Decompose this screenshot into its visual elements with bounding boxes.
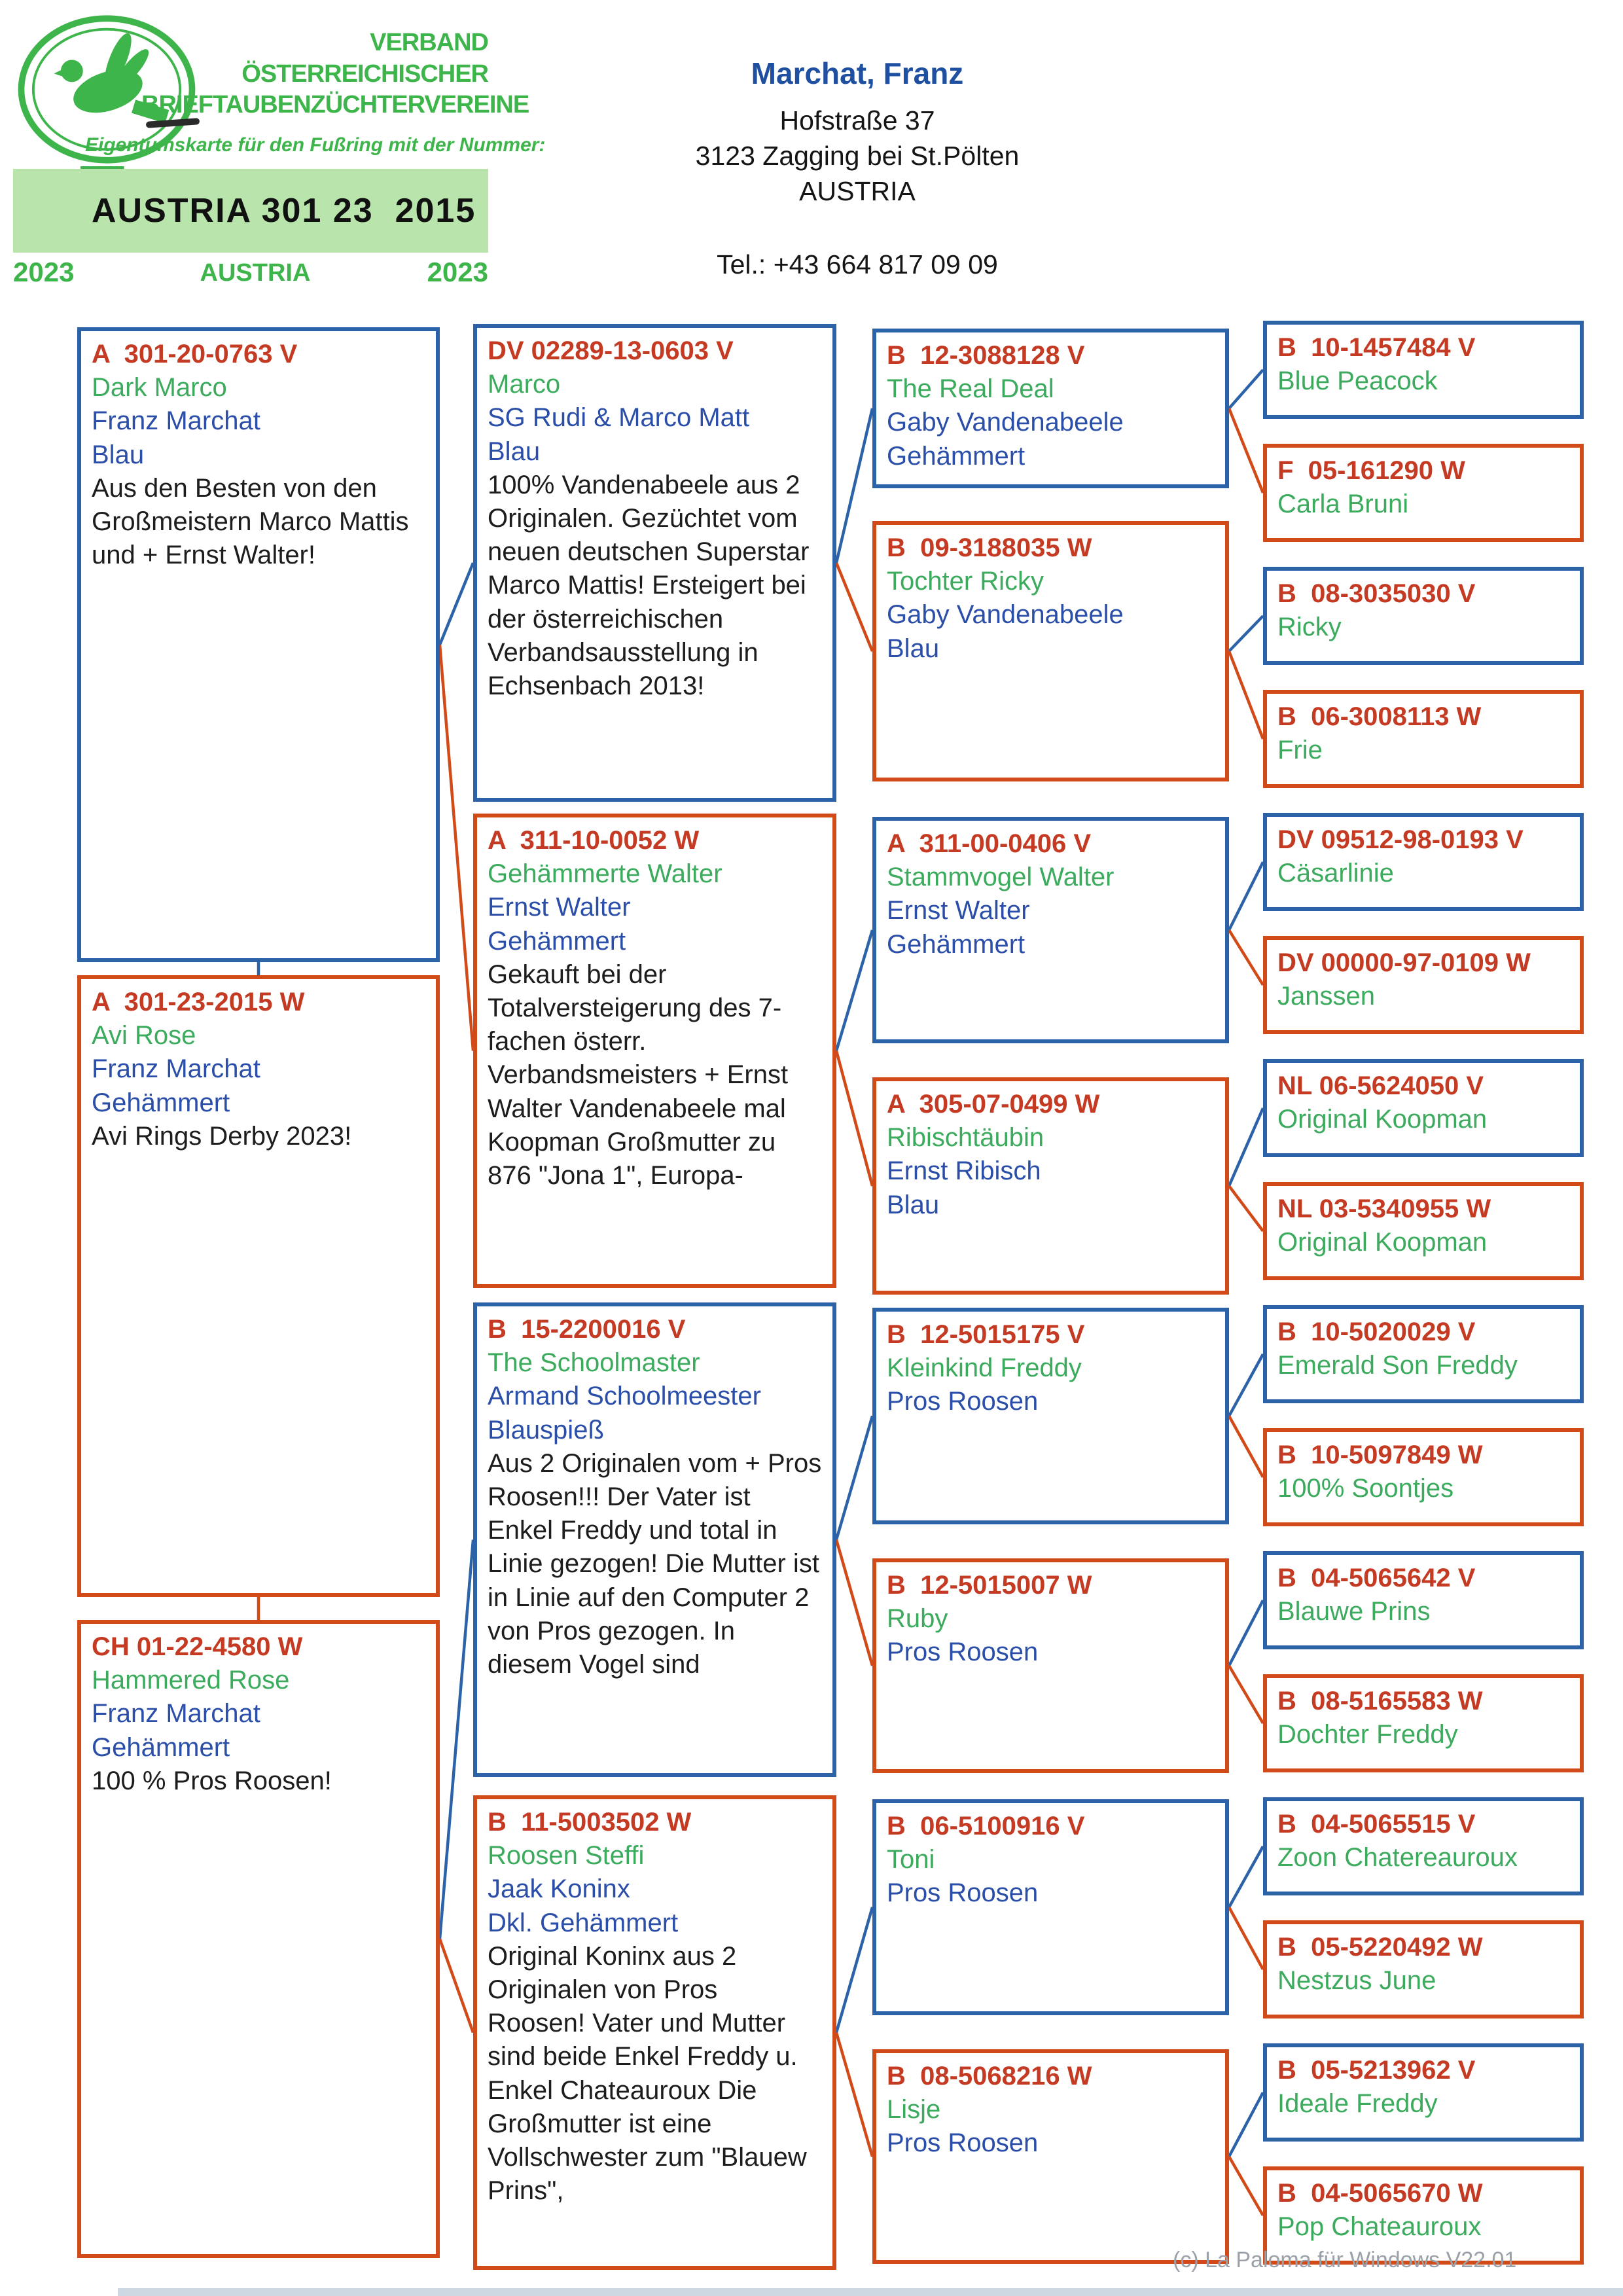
year-right: 2023 bbox=[427, 257, 488, 287]
ring-number: B 06-3008113 W bbox=[1277, 702, 1482, 731]
pigeon-name: Ricky bbox=[1277, 613, 1342, 642]
pedigree-box-gen2-2 bbox=[473, 814, 836, 1288]
fancier-name: Armand Schoolmeester bbox=[488, 1382, 761, 1411]
pigeon-name: Blue Peacock bbox=[1277, 367, 1438, 396]
ring-number: A 305-07-0499 W bbox=[887, 1090, 1100, 1119]
pigeon-name: Emerald Son Freddy bbox=[1277, 1351, 1518, 1380]
pigeon-name: Marco bbox=[488, 370, 561, 399]
association-name-line: VERBAND bbox=[370, 29, 488, 56]
ring-number: B 08-5068216 W bbox=[887, 2062, 1092, 2090]
color-description: Blau bbox=[887, 634, 940, 663]
comment-text: Gekauft bei der Totalversteigerung des 7-fachen österr. Verbandsmeisters + Ernst Walter Vandenabeele mal Koopman Großmutter zu 876 "Jona 1", Europa- bbox=[488, 960, 789, 1190]
color-description: Gehämmert bbox=[92, 1088, 230, 1117]
ring-number: B 10-1457484 V bbox=[1277, 333, 1476, 362]
pigeon-name: The Schoolmaster bbox=[488, 1348, 700, 1378]
pedigree-box-gen3-5 bbox=[872, 1308, 1229, 1524]
fancier-name: Ernst Walter bbox=[488, 893, 631, 922]
pedigree-box-gen3-7 bbox=[872, 1799, 1229, 2015]
ring-number: B 10-5020029 V bbox=[1277, 1318, 1476, 1346]
pigeon-name: The Real Deal bbox=[887, 374, 1054, 404]
pedigree-box-gen4-10 bbox=[1263, 1428, 1584, 1526]
pedigree-box-gen3-4 bbox=[872, 1077, 1229, 1295]
color-description: Blau bbox=[887, 1190, 940, 1219]
pigeon-name: Nestzus June bbox=[1277, 1966, 1436, 1996]
ring-number: B 05-5220492 W bbox=[1277, 1933, 1483, 1962]
pigeon-name: Dochter Freddy bbox=[1277, 1720, 1458, 1749]
fancier-name: Pros Roosen bbox=[887, 2128, 1039, 2158]
pedigree-box-gen4-1 bbox=[1263, 321, 1584, 419]
pigeon-name: Hammered Rose bbox=[92, 1666, 290, 1695]
ring-number: NL 06-5624050 V bbox=[1277, 1071, 1484, 1100]
comment-text: 100% Vandenabeele aus 2 Originalen. Gezüchtet vom neuen deutschen Superstar Marco Mattis! Ersteigert bei der österreichischen Verbandsausstellung in Echsenbach 2013! bbox=[488, 470, 810, 700]
pedigree-box-gen4-13 bbox=[1263, 1797, 1584, 1895]
fancier-name: Pros Roosen bbox=[887, 1387, 1039, 1416]
pigeon-name: Ideale Freddy bbox=[1277, 2089, 1438, 2119]
connector-line bbox=[1229, 1846, 1263, 1907]
ring-number: B 15-2200016 V bbox=[488, 1315, 686, 1344]
pigeon-name: Ruby bbox=[887, 1604, 948, 1634]
pigeon-name: Stammvogel Walter bbox=[887, 863, 1115, 892]
association-name-line: BRIEFTAUBENZÜCHTERVEREINE bbox=[141, 91, 529, 118]
pedigree-box-gen2-3 bbox=[473, 1302, 836, 1777]
ring-number: F 05-161290 W bbox=[1277, 456, 1465, 485]
pedigree-box-gen3-1 bbox=[872, 329, 1229, 488]
color-description: Blauspieß bbox=[488, 1415, 604, 1444]
ring-number: B 12-3088128 V bbox=[887, 341, 1085, 370]
pedigree-box-gen4-15 bbox=[1263, 2043, 1584, 2142]
connector-line bbox=[836, 930, 872, 1051]
connector-line bbox=[836, 408, 872, 563]
comment-text: Avi Rings Derby 2023! bbox=[92, 1121, 352, 1151]
ring-number: A 311-10-0052 W bbox=[488, 826, 700, 855]
pedigree-box-gen4-11 bbox=[1263, 1551, 1584, 1649]
pedigree-box-gen4-8 bbox=[1263, 1182, 1584, 1280]
connector-line bbox=[1229, 930, 1263, 985]
pedigree-box-gen4-7 bbox=[1263, 1059, 1584, 1157]
color-description: Blau bbox=[488, 437, 541, 466]
fancier-name: Ernst Ribisch bbox=[887, 1157, 1041, 1186]
ring-number-value: AUSTRIA 301 23 2015 bbox=[92, 192, 476, 230]
year-left: 2023 bbox=[13, 257, 75, 287]
comment-text: Original Koninx aus 2 Originalen von Pros Roosen! Vater und Mutter sind beide Enkel Freddy u. Enkel Chateauroux Die Großmutter ist eine Vollschwester zum "Blauew Prins", bbox=[488, 1941, 807, 2206]
pedigree-box-gen4-9 bbox=[1263, 1305, 1584, 1403]
color-description: Gehämmert bbox=[488, 926, 626, 956]
ring-number: B 04-5065642 V bbox=[1277, 1564, 1476, 1592]
ring-number: A 311-00-0406 V bbox=[887, 829, 1092, 858]
ring-number: B 12-5015175 V bbox=[887, 1320, 1085, 1349]
connector-line bbox=[440, 1939, 473, 2033]
owner-country: AUSTRIA bbox=[799, 176, 916, 207]
ring-number: B 12-5015007 W bbox=[887, 1571, 1092, 1600]
connector-line bbox=[1229, 862, 1263, 930]
association-name-line: ÖSTERREICHISCHER bbox=[241, 60, 488, 88]
owner-phone: Tel.: +43 664 817 09 09 bbox=[717, 249, 998, 280]
pigeon-name: Frie bbox=[1277, 736, 1323, 765]
pedigree-box-gen3-3 bbox=[872, 817, 1229, 1043]
pedigree-box-gen4-5 bbox=[1263, 813, 1584, 911]
color-description: Gehämmert bbox=[887, 929, 1026, 959]
connector-line bbox=[836, 563, 872, 651]
ring-number: B 10-5097849 W bbox=[1277, 1441, 1483, 1469]
ring-number: DV 09512-98-0193 V bbox=[1277, 825, 1524, 854]
pedigree-box-gen4-12 bbox=[1263, 1674, 1584, 1772]
ring-number: B 04-5065670 W bbox=[1277, 2179, 1483, 2208]
connector-line bbox=[836, 1051, 872, 1187]
pedigree-box-gen4-4 bbox=[1263, 690, 1584, 788]
pigeon-name: Original Koopman bbox=[1277, 1228, 1488, 1257]
ring-number: B 06-5100916 V bbox=[887, 1812, 1085, 1840]
ring-number: B 11-5003502 W bbox=[488, 1808, 692, 1837]
pigeon-name: Blauwe Prins bbox=[1277, 1597, 1431, 1626]
connector-line bbox=[1229, 651, 1263, 739]
connector-line bbox=[440, 645, 473, 1051]
color-description: Blau bbox=[92, 440, 145, 469]
card-label: Eigentumskarte für den Fußring mit der Nummer: bbox=[85, 134, 546, 156]
pedigree-box-gen4-2 bbox=[1263, 444, 1584, 542]
connector-line bbox=[1229, 370, 1263, 408]
pigeon-name: Kleinkind Freddy bbox=[887, 1354, 1082, 1383]
ring-number: B 04-5065515 V bbox=[1277, 1810, 1476, 1839]
fancier-name: Pros Roosen bbox=[887, 1878, 1039, 1908]
color-description: Gehämmert bbox=[92, 1732, 230, 1762]
ring-number: NL 03-5340955 W bbox=[1277, 1194, 1491, 1223]
pedigree-box-gen3-6 bbox=[872, 1558, 1229, 1773]
connector-line bbox=[836, 1416, 872, 1540]
pedigree-box-gen4-6 bbox=[1263, 936, 1584, 1034]
pedigree-box-gen4-14 bbox=[1263, 1920, 1584, 2018]
connector-line bbox=[440, 1540, 473, 1939]
pigeon-name: Dark Marco bbox=[92, 373, 227, 403]
connector-line bbox=[836, 1540, 872, 1666]
pigeon-name: Lisje bbox=[887, 2095, 941, 2125]
connector-line bbox=[1229, 1907, 1263, 1969]
ring-number: DV 00000-97-0109 W bbox=[1277, 948, 1531, 977]
connector-line bbox=[1229, 2157, 1263, 2215]
comment-text: 100 % Pros Roosen! bbox=[92, 1766, 332, 1795]
owner-name: Marchat, Franz bbox=[751, 56, 964, 90]
association-name bbox=[141, 27, 529, 121]
fancier-name: Jaak Koninx bbox=[488, 1874, 630, 1904]
pigeon-name: Pop Chateauroux bbox=[1277, 2212, 1482, 2242]
comment-text: Aus den Besten von den Großmeistern Marco Mattis und + Ernst Walter! bbox=[92, 473, 409, 570]
pigeon-name: Gehämmerte Walter bbox=[488, 859, 722, 889]
software-watermark: (c) La Paloma für Windows V22.01 bbox=[1173, 2248, 1517, 2272]
pigeon-name: Cäsarlinie bbox=[1277, 859, 1394, 888]
connector-line bbox=[440, 563, 473, 645]
fancier-name: Gaby Vandenabeele bbox=[887, 600, 1124, 630]
owner-street: Hofstraße 37 bbox=[779, 105, 935, 135]
ring-number: B 08-5165583 W bbox=[1277, 1687, 1483, 1715]
fancier-name: SG Rudi & Marco Matt bbox=[488, 403, 750, 433]
ring-number: A 301-20-0763 V bbox=[92, 340, 298, 368]
pigeon-name: Carla Bruni bbox=[1277, 490, 1409, 519]
ring-number: B 08-3035030 V bbox=[1277, 579, 1476, 608]
pigeon-name: Avi Rose bbox=[92, 1021, 196, 1050]
pedigree-box-gen1-1 bbox=[77, 327, 440, 962]
fancier-name: Franz Marchat bbox=[92, 1699, 260, 1729]
pedigree-box-gen3-8 bbox=[872, 2049, 1229, 2264]
connector-line bbox=[836, 1907, 872, 2033]
connector-line bbox=[1229, 2092, 1263, 2157]
ring-number: CH 01-22-4580 W bbox=[92, 1632, 303, 1661]
pigeon-name: Janssen bbox=[1277, 982, 1375, 1011]
connector-line bbox=[1229, 1108, 1263, 1186]
pedigree-box-gen2-1 bbox=[473, 324, 836, 802]
fancier-name: Ernst Walter bbox=[887, 896, 1030, 925]
pedigree-box-gen1-2 bbox=[77, 975, 440, 1597]
connector-line bbox=[1229, 1600, 1263, 1666]
ring-number-band bbox=[13, 169, 488, 253]
pigeon-name: 100% Soontjes bbox=[1277, 1474, 1454, 1503]
color-description: Dkl. Gehämmert bbox=[488, 1908, 679, 1937]
fancier-name: Gaby Vandenabeele bbox=[887, 408, 1124, 437]
fancier-name: Pros Roosen bbox=[887, 1638, 1039, 1667]
connector-line bbox=[1229, 1416, 1263, 1478]
fancier-name: Franz Marchat bbox=[92, 406, 260, 436]
color-description: Gehämmert bbox=[887, 441, 1026, 471]
connector-line bbox=[1229, 1186, 1263, 1231]
pigeon-name: Zoon Chatereauroux bbox=[1277, 1843, 1518, 1873]
connector-line bbox=[1229, 616, 1263, 651]
pedigree-box-gen1-3 bbox=[77, 1620, 440, 2258]
owner-city: 3123 Zagging bei St.Pölten bbox=[695, 141, 1020, 171]
pedigree-box-gen2-4 bbox=[473, 1795, 836, 2270]
ring-number: B 05-5213962 V bbox=[1277, 2056, 1476, 2085]
ring-number: B 09-3188035 W bbox=[887, 533, 1092, 562]
ring-number: A 301-23-2015 W bbox=[92, 988, 305, 1016]
connector-line bbox=[1229, 408, 1263, 493]
comment-text: Aus 2 Originalen vom + Pros Roosen!!! Der Vater ist Enkel Freddy und total in Linie gezogen! Die Mutter ist in Linie auf den Computer 2 von Pros gezogen. In diesem Vogel sind bbox=[488, 1448, 822, 1679]
connector-line bbox=[836, 2033, 872, 2157]
ring-number: DV 02289-13-0603 V bbox=[488, 336, 734, 365]
pigeon-name: Ribischtäubin bbox=[887, 1123, 1044, 1153]
pedigree-box-gen3-2 bbox=[872, 521, 1229, 781]
connector-line bbox=[1229, 1354, 1263, 1416]
connector-line bbox=[1229, 1666, 1263, 1723]
country-label: AUSTRIA bbox=[200, 259, 311, 287]
pedigree-box-gen4-3 bbox=[1263, 567, 1584, 665]
pigeon-name: Toni bbox=[887, 1845, 935, 1874]
pigeon-name: Original Koopman bbox=[1277, 1105, 1488, 1134]
fancier-name: Franz Marchat bbox=[92, 1054, 260, 1084]
owner-address-block bbox=[622, 56, 1093, 280]
pigeon-name: Tochter Ricky bbox=[887, 567, 1044, 596]
pigeon-name: Roosen Steffi bbox=[488, 1841, 645, 1871]
